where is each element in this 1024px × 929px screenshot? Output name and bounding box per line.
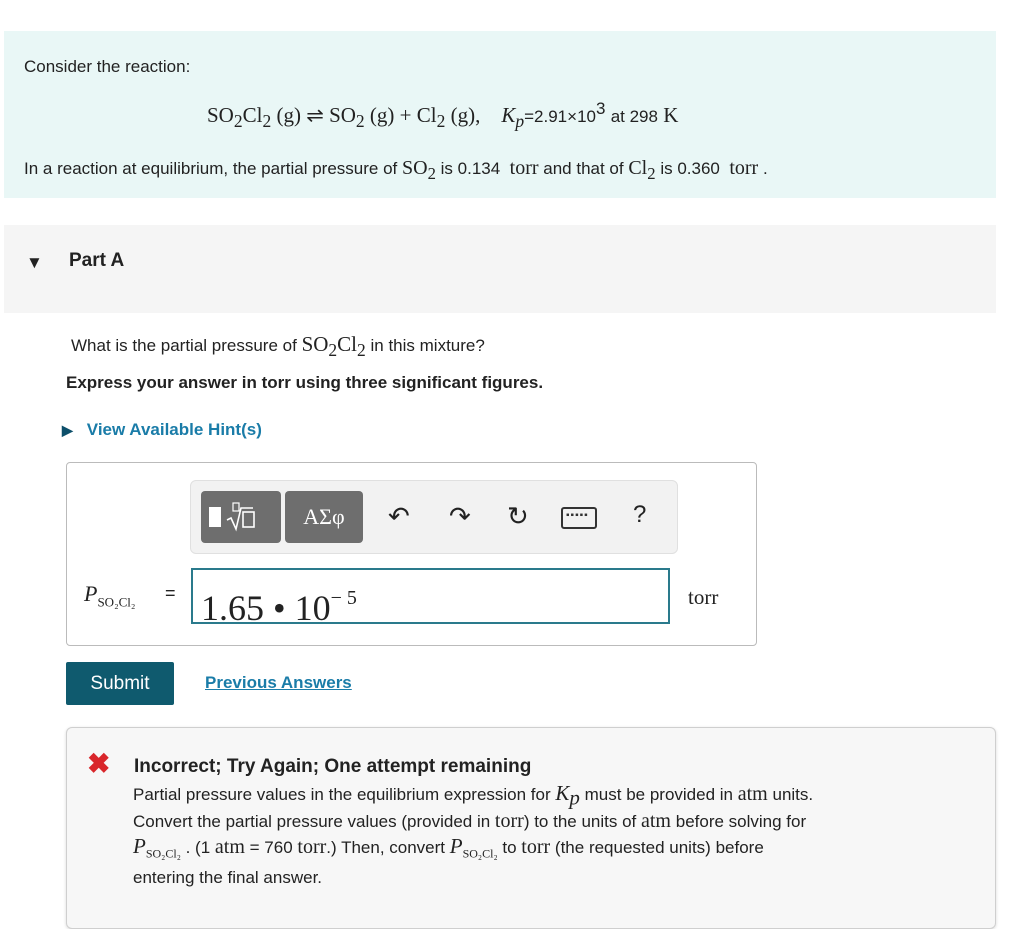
hint-link-label: View Available Hint(s)	[86, 420, 262, 439]
cl2-formula: Cl	[628, 157, 648, 179]
math-toolbar	[190, 480, 678, 554]
p-sub: SO₂Cl₂	[145, 846, 181, 861]
eq-sub: 2	[355, 111, 365, 132]
feedback-text: .) Then, convert	[326, 838, 446, 858]
symbols-button[interactable]: ΑΣφ	[285, 491, 363, 543]
equil-end: .	[762, 159, 768, 178]
feedback-line	[133, 834, 973, 865]
root-template-icon	[225, 502, 273, 532]
so2-pressure: is 0.134	[440, 159, 501, 178]
feedback-text: = 760	[249, 838, 293, 858]
feedback-text: must be provided in	[584, 785, 734, 804]
answer-box	[66, 462, 757, 646]
unit-torr: torr	[297, 836, 327, 859]
p-symbol: P	[133, 834, 146, 859]
question-text	[71, 332, 485, 361]
eq-reactant: SO	[207, 103, 234, 127]
previous-answers-link[interactable]: Previous Answers	[205, 673, 352, 692]
submit-button[interactable]: Submit	[66, 662, 174, 705]
templates-button[interactable]	[201, 491, 281, 543]
unit-atm: atm	[737, 783, 768, 805]
feedback-line	[133, 781, 973, 809]
caret-right-icon: ▶	[62, 422, 73, 438]
reaction-equation	[207, 99, 678, 132]
feedback-line	[133, 809, 973, 834]
unit-atm: atm	[214, 836, 245, 859]
eq-sub: 2	[262, 111, 272, 132]
unit-torr: torr	[509, 157, 539, 179]
undo-icon[interactable]: ↶	[388, 501, 410, 531]
feedback-text: units.	[772, 785, 814, 804]
answer-variable	[84, 581, 135, 610]
help-icon[interactable]: ?	[633, 501, 647, 528]
p-symbol: P	[449, 834, 463, 859]
answer-input[interactable]	[191, 568, 670, 628]
problem-statement	[4, 31, 996, 198]
redo-icon[interactable]: ↷	[449, 501, 471, 531]
eq-phase: (g)	[369, 103, 395, 127]
eq-phase: (g)	[276, 103, 301, 127]
feedback-title: Incorrect; Try Again; One attempt remaining	[134, 756, 532, 777]
question-prefix: What is the partial pressure of	[71, 336, 297, 355]
kp-sub: p	[515, 111, 525, 132]
answer-exponent: − 5	[330, 587, 357, 609]
reset-icon[interactable]: ↻	[507, 501, 529, 531]
answer-unit: torr	[688, 585, 719, 609]
unit-torr: torr	[521, 836, 551, 859]
kp-value: =2.91×10	[524, 107, 596, 126]
question-formula: Cl	[337, 332, 358, 356]
answer-mantissa: 1.65 • 10	[201, 588, 331, 628]
caret-down-icon[interactable]: ▼	[26, 253, 43, 272]
kp-temp: at 298	[610, 107, 658, 126]
formula-sub: 2	[328, 340, 338, 361]
formula-sub: 2	[647, 164, 656, 183]
kp-sub: p	[569, 785, 580, 810]
view-hints-link[interactable]	[62, 420, 262, 440]
feedback-text: Partial pressure values in the equilibrium expression for	[133, 785, 551, 804]
answer-instructions: Express your answer in torr using three significant figures.	[66, 373, 544, 392]
feedback-body	[133, 781, 973, 890]
var-sub: SO₂Cl₂	[97, 594, 136, 610]
eq-comma: ,	[475, 103, 481, 127]
question-formula: SO	[301, 332, 329, 356]
eq-sub: 2	[233, 111, 243, 132]
eq-plus: +	[399, 103, 412, 127]
feedback-text: before solving for	[675, 812, 807, 832]
unit-atm: atm	[641, 810, 671, 833]
part-title: Part A	[69, 250, 125, 271]
feedback-text: ) to the units of	[523, 812, 637, 832]
formula-sub: 2	[357, 340, 366, 361]
incorrect-x-icon: ✖	[87, 748, 111, 779]
eq-sub: 2	[436, 111, 446, 132]
eq-product: Cl	[416, 103, 437, 127]
feedback-text: . (1	[185, 838, 211, 858]
feedback-panel	[66, 727, 996, 929]
keyboard-icon[interactable]: ▪▪▪▪▪	[561, 507, 597, 529]
p-sub: SO₂Cl₂	[462, 846, 498, 861]
equals-sign: =	[165, 583, 176, 603]
var-symbol: P	[84, 581, 98, 606]
kp-symbol: K	[555, 781, 570, 805]
formula-sub: 2	[427, 164, 436, 183]
equilibrium-info	[24, 157, 768, 184]
feedback-line: entering the final answer.	[133, 867, 323, 887]
equilibrium-arrow: ⇌	[306, 103, 324, 127]
eq-product: SO	[329, 103, 356, 127]
template-block-icon	[209, 507, 221, 527]
eq-reactant-cl: Cl	[242, 103, 263, 127]
unit-torr: torr	[729, 157, 759, 179]
feedback-text: (the requested units) before	[554, 838, 764, 858]
feedback-text: Convert the partial pressure values (provided in	[133, 812, 491, 832]
so2-formula: SO	[402, 157, 428, 179]
equil-prefix: In a reaction at equilibrium, the partial pressure of	[24, 159, 398, 178]
kp-exp: 3	[595, 99, 606, 118]
kp-symbol: K	[501, 103, 516, 127]
part-a-header[interactable]	[4, 225, 996, 313]
eq-phase: (g)	[450, 103, 476, 127]
cl2-pressure: is 0.360	[660, 159, 720, 178]
equil-mid: and that of	[543, 159, 624, 178]
unit-torr: torr	[494, 810, 524, 833]
kp-unit: K	[663, 103, 679, 127]
feedback-text: to	[502, 838, 517, 858]
problem-intro: Consider the reaction:	[24, 57, 191, 76]
question-suffix: in this mixture?	[370, 336, 485, 355]
